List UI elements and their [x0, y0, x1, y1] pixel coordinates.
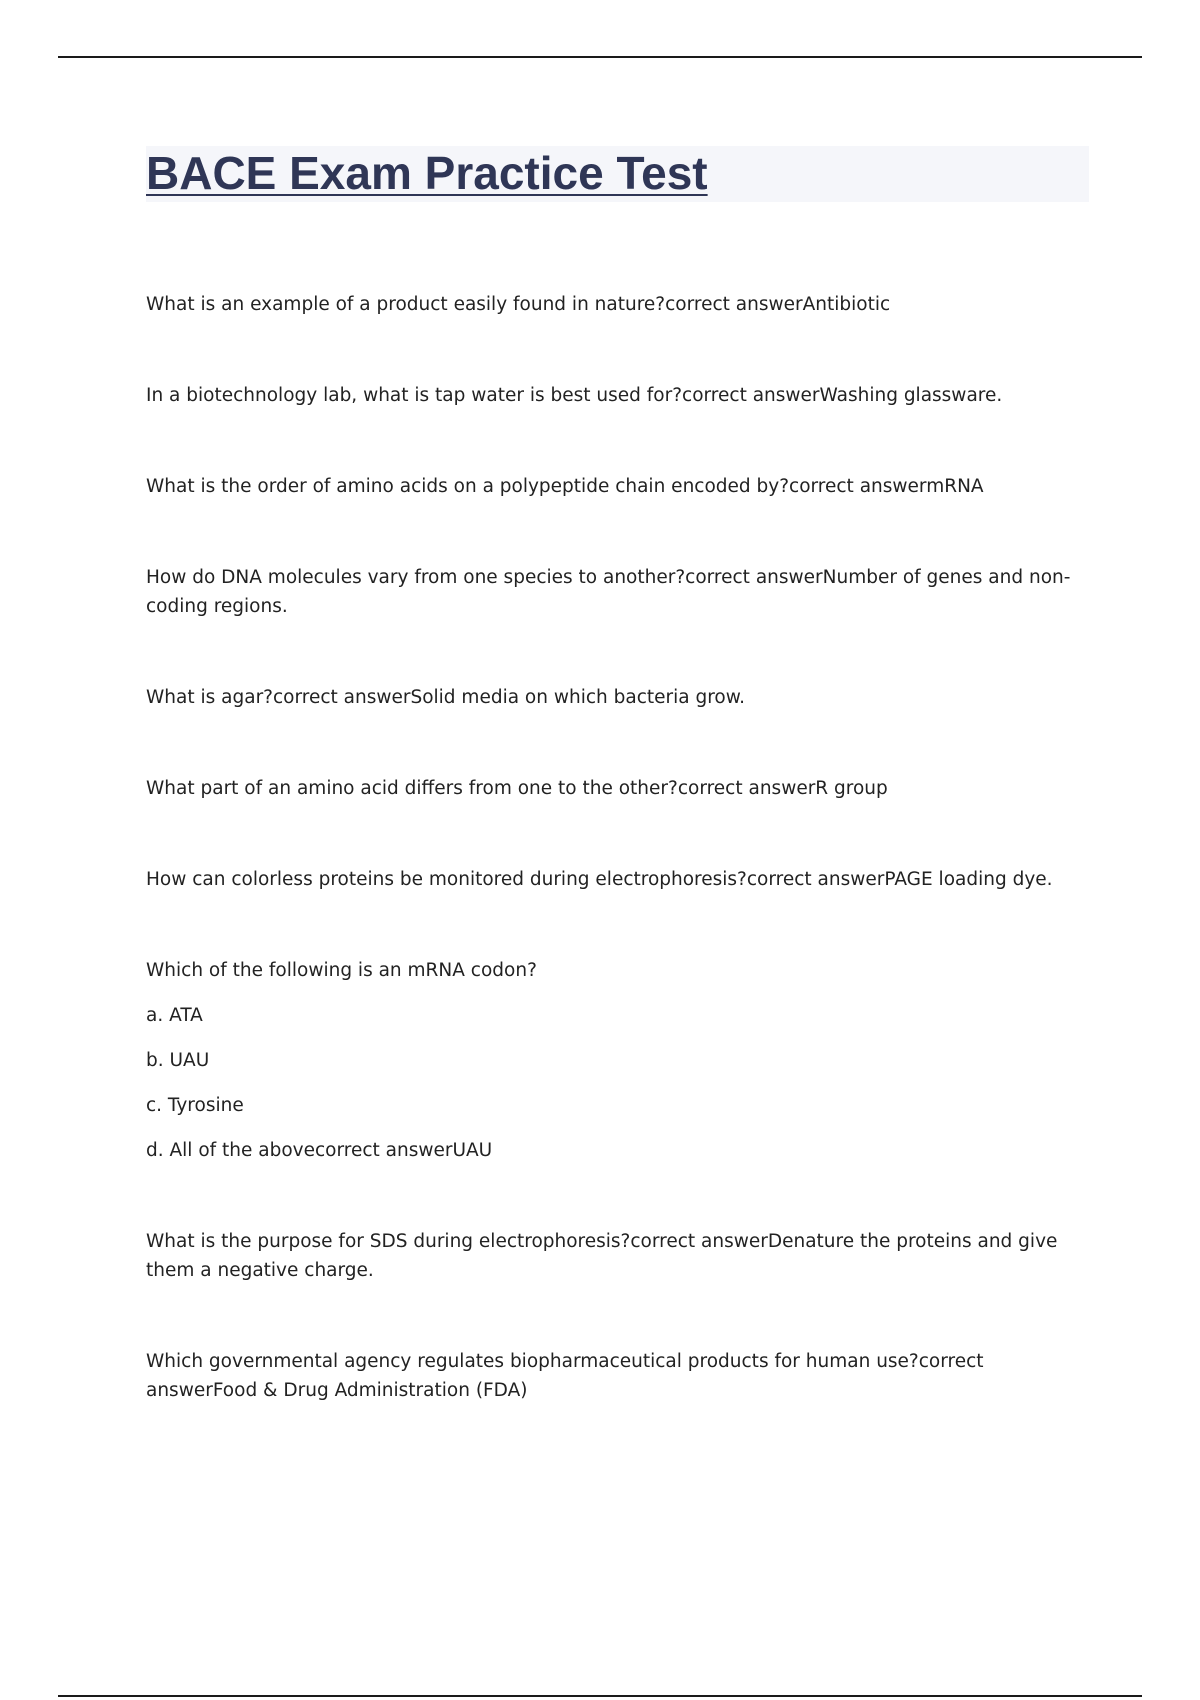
qa-item: What is an example of a product easily found in nature?correct answerAntibiotic — [146, 294, 891, 315]
footer-rule — [58, 1695, 1142, 1697]
qa-item: In a biotechnology lab, what is tap water is best used for?correct answerWashing glassware. — [146, 385, 1003, 406]
qa-item: What is the purpose for SDS during electrophoresis?correct answerDenature the proteins and give them a negative charge. — [146, 1231, 1058, 1281]
mc-question: Which of the following is an mRNA codon? — [146, 960, 537, 981]
qa-item: What is the order of amino acids on a polypeptide chain encoded by?correct answermRNA — [146, 476, 984, 497]
mc-option: c. Tyrosine — [146, 1095, 244, 1116]
multiple-choice-item — [146, 956, 1086, 1165]
page-title: BACE Exam Practice Test — [146, 147, 708, 199]
qa-item: What is agar?correct answerSolid media on which bacteria grow. — [146, 687, 746, 708]
mc-option: d. All of the abovecorrect answerUAU — [146, 1140, 493, 1161]
qa-item: Which governmental agency regulates biopharmaceutical products for human use?correct answerFood & Drug Administration (FDA) — [146, 1351, 984, 1401]
qa-item: How do DNA molecules vary from one species to another?correct answerNumber of genes and non-coding regions. — [146, 567, 1071, 617]
mc-option: b. UAU — [146, 1050, 210, 1071]
qa-item: What part of an amino acid differs from one to the other?correct answerR group — [146, 778, 888, 799]
mc-option: a. ATA — [146, 1005, 203, 1026]
qa-list — [146, 290, 1086, 1467]
header-rule — [58, 56, 1142, 58]
qa-item: How can colorless proteins be monitored during electrophoresis?correct answerPAGE loading dye. — [146, 869, 1053, 890]
